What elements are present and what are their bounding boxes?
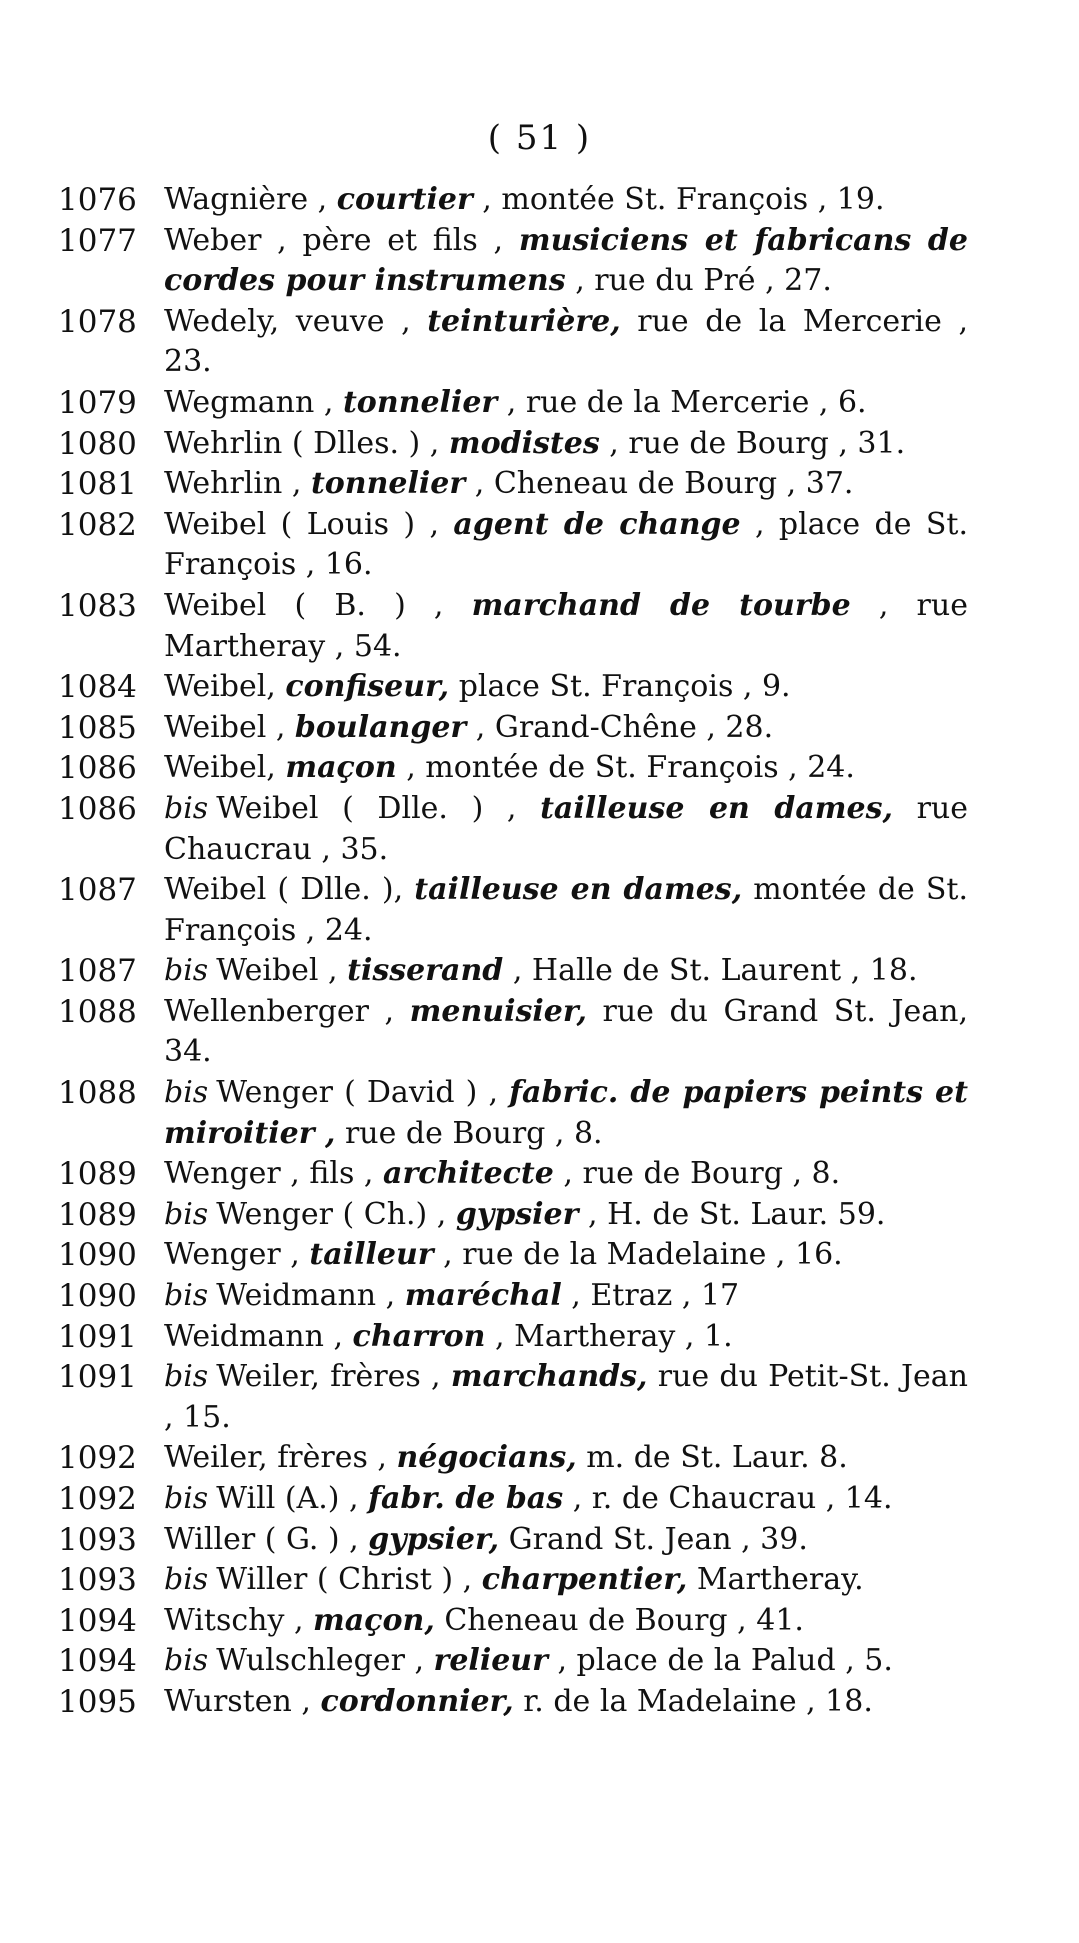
entry-bis-marker: bis (164, 1278, 209, 1314)
directory-entry (58, 1235, 968, 1276)
directory-entry (58, 586, 968, 667)
entry-name: Will (A.) , (216, 1481, 359, 1516)
entry-name: Wenger ( David ) , (216, 1075, 499, 1111)
entry-occupation: tailleuse en dames, (540, 790, 893, 826)
entry-occupation: maçon (285, 750, 397, 786)
entry-address: , place de St. François , 16. (164, 506, 968, 583)
entry-address: r. de la Madelaine , 18. (523, 1683, 873, 1719)
entry-number: 1087 (58, 872, 137, 909)
entry-occupation: menuisier, (409, 993, 587, 1029)
entry-number: 1089 (58, 1196, 137, 1233)
entry-number: 1080 (58, 425, 137, 462)
entry-address: , r. de Chaucrau , 14. (572, 1481, 893, 1516)
entry-occupation: fabric. de papiers peints et miroitier , (164, 1075, 968, 1151)
entry-address: place St. François , 9. (458, 669, 791, 705)
entry-number: 1087 (58, 953, 137, 990)
entry-number: 1077 (58, 222, 137, 259)
entry-address: Martheray. (696, 1562, 864, 1598)
entry-address: , rue Martheray , 54. (164, 587, 968, 664)
entry-number: 1088 (58, 1075, 137, 1112)
entry-name: Wedely, veuve , (164, 303, 411, 339)
entry-name: Weidmann , (164, 1318, 343, 1354)
entry-occupation: tailleuse en dames, (414, 872, 743, 908)
entry-occupation: teinturière, (427, 303, 621, 339)
entry-bis-marker: bis (164, 953, 209, 989)
entry-number: 1095 (58, 1683, 137, 1720)
entry-number: 1076 (58, 182, 137, 218)
directory-entry (58, 1479, 968, 1520)
entry-number: 1078 (58, 303, 137, 340)
directory-entry (58, 221, 968, 302)
entry-occupation: charpentier, (481, 1562, 688, 1598)
entry-number: 1092 (58, 1440, 137, 1477)
entry-number: 1089 (58, 1156, 137, 1193)
entry-occupation: agent de change (453, 506, 741, 542)
entry-occupation: marchands, (450, 1359, 648, 1395)
entry-occupation: gypsier (455, 1196, 579, 1232)
entry-bis-marker: bis (164, 1643, 209, 1679)
directory-entry (58, 1641, 968, 1682)
entry-address: , Etraz , 17 (571, 1278, 740, 1314)
entry-address: montée de St. François , 24. (164, 872, 968, 948)
entry-address: rue Chaucrau , 35. (164, 790, 968, 867)
entry-name: Wehrlin ( Dlles. ) , (164, 425, 440, 461)
entry-bis-marker: bis (164, 1075, 209, 1111)
entry-address: m. de St. Laur. 8. (586, 1440, 848, 1476)
directory-entry (58, 1357, 968, 1438)
entry-occupation: marchand de tourbe (471, 587, 851, 623)
entry-address: , Halle de St. Laurent , 18. (512, 953, 918, 989)
entry-occupation: courtier (336, 182, 473, 217)
entry-address: , montée de St. François , 24. (406, 750, 855, 786)
entry-occupation: modistes (448, 425, 600, 461)
entry-address: rue du Petit-St. Jean , 15. (164, 1359, 968, 1435)
entry-occupation: maçon, (313, 1602, 435, 1638)
directory-entry (58, 1276, 968, 1317)
entry-name: Wegmann , (164, 384, 334, 420)
entry-name: Wursten , (164, 1683, 311, 1719)
entry-bis-marker: bis (164, 1359, 209, 1395)
entry-address: , rue de Bourg , 8. (563, 1156, 841, 1192)
entry-name: Witschy , (164, 1602, 304, 1638)
entry-bis-marker: bis (164, 1481, 209, 1516)
entry-name: Willer ( Christ ) , (216, 1562, 473, 1598)
entry-address: rue de Bourg , 8. (344, 1115, 603, 1151)
entry-occupation: cordonnier, (320, 1683, 514, 1719)
entry-address: , rue du Pré , 27. (575, 263, 832, 299)
entry-occupation: tonnelier (310, 466, 466, 502)
entry-bis-marker: bis (164, 790, 209, 826)
entry-number: 1083 (58, 587, 137, 624)
entry-address: , place de la Palud , 5. (557, 1643, 893, 1679)
entry-occupation: architecte (383, 1156, 554, 1192)
entry-number: 1091 (58, 1359, 137, 1396)
entry-occupation: négocians, (396, 1440, 577, 1476)
entry-address: , H. de St. Laur. 59. (588, 1196, 886, 1232)
directory-entry (58, 464, 968, 505)
directory-entry (58, 951, 968, 992)
entry-bis-marker: bis (164, 1562, 209, 1598)
entry-name: Weber , père et fils , (164, 222, 504, 258)
entry-number: 1094 (58, 1602, 137, 1639)
entry-name: Weibel , (164, 709, 286, 745)
entry-name: Wellenberger , (164, 993, 395, 1029)
entry-address: , Cheneau de Bourg , 37. (474, 466, 854, 502)
directory-entry (58, 1317, 968, 1358)
entry-number: 1088 (58, 993, 137, 1030)
entry-number: 1079 (58, 384, 137, 421)
directory-entry (58, 789, 968, 870)
entry-number: 1093 (58, 1521, 137, 1558)
entry-name: Weibel, (164, 669, 276, 705)
directory-entry (58, 1682, 968, 1723)
entry-occupation: tailleur (309, 1237, 434, 1273)
entry-number: 1086 (58, 750, 137, 787)
page-number: ( 51 ) (487, 118, 592, 158)
entry-number: 1081 (58, 466, 137, 503)
entry-address: , montée St. François , 19. (482, 182, 885, 217)
entry-name: Wagnière , (164, 182, 328, 217)
entry-name: Weibel ( Dlle. ) , (216, 790, 517, 826)
entry-address: , Martheray , 1. (495, 1318, 733, 1354)
entry-occupation: musiciens et fabricans de cordes pour instrumens (164, 222, 968, 299)
entry-name: Weibel , (216, 953, 338, 989)
entry-occupation: relieur (433, 1643, 548, 1679)
entry-name: Weibel ( Dlle. ), (164, 872, 404, 908)
entry-occupation: maréchal (404, 1278, 562, 1314)
directory-entry (58, 1560, 968, 1601)
entry-number: 1082 (58, 506, 137, 543)
directory-entry (58, 708, 968, 749)
directory-list (58, 180, 968, 1723)
entry-bis-marker: bis (164, 1196, 209, 1232)
entry-name: Willer ( G. ) , (164, 1521, 359, 1557)
directory-entry (58, 1438, 968, 1479)
entry-address: Grand St. Jean , 39. (508, 1521, 808, 1557)
entry-address: , rue de la Madelaine , 16. (443, 1237, 843, 1273)
entry-name: Wenger , fils , (164, 1156, 374, 1192)
entry-address: , rue de Bourg , 31. (609, 425, 906, 461)
entry-address: Cheneau de Bourg , 41. (444, 1602, 804, 1638)
entry-occupation: fabr. de bas (368, 1481, 564, 1516)
entry-address: , Grand-Chêne , 28. (475, 709, 774, 745)
entry-name: Wenger , (164, 1237, 300, 1273)
directory-entry (58, 667, 968, 708)
entry-name: Weibel, (164, 750, 276, 786)
entry-occupation: tisserand (347, 953, 504, 989)
directory-entry (58, 505, 968, 586)
entry-number: 1091 (58, 1318, 137, 1355)
entry-occupation: tonnelier (342, 384, 498, 420)
entry-name: Weibel ( B. ) , (164, 587, 444, 623)
entry-address: rue du Grand St. Jean, 34. (164, 993, 968, 1070)
directory-entry (58, 1601, 968, 1642)
entry-name: Weibel ( Louis ) , (164, 506, 440, 542)
entry-address: rue de la Mercerie , 23. (164, 303, 968, 380)
entry-name: Wulschleger , (216, 1643, 424, 1679)
entry-number: 1085 (58, 709, 137, 746)
directory-entry (58, 180, 968, 221)
directory-entry (58, 424, 968, 465)
directory-entry (58, 302, 968, 383)
entry-address: , rue de la Mercerie , 6. (506, 384, 867, 420)
directory-entry (58, 1154, 968, 1195)
entry-name: Weidmann , (216, 1278, 396, 1314)
entry-name: Weiler, frères , (216, 1359, 441, 1395)
entry-name: Weiler, frères , (164, 1440, 387, 1476)
entry-occupation: gypsier, (368, 1521, 500, 1557)
entry-number: 1094 (58, 1643, 137, 1680)
entry-name: Wenger ( Ch.) , (216, 1196, 447, 1232)
entry-occupation: boulanger (294, 709, 467, 745)
entry-number: 1090 (58, 1278, 137, 1315)
entry-number: 1092 (58, 1481, 137, 1517)
directory-entry (58, 748, 968, 789)
entry-number: 1090 (58, 1237, 137, 1274)
directory-entry (58, 870, 968, 951)
entry-number: 1093 (58, 1562, 137, 1599)
directory-entry (58, 1073, 968, 1154)
entry-number: 1086 (58, 790, 137, 827)
directory-entry (58, 992, 968, 1073)
directory-entry (58, 1195, 968, 1236)
entry-occupation: confiseur, (285, 669, 450, 705)
directory-entry (58, 1520, 968, 1561)
entry-occupation: charron (352, 1318, 486, 1354)
directory-entry (58, 383, 968, 424)
entry-name: Wehrlin , (164, 466, 302, 502)
entry-number: 1084 (58, 669, 137, 706)
